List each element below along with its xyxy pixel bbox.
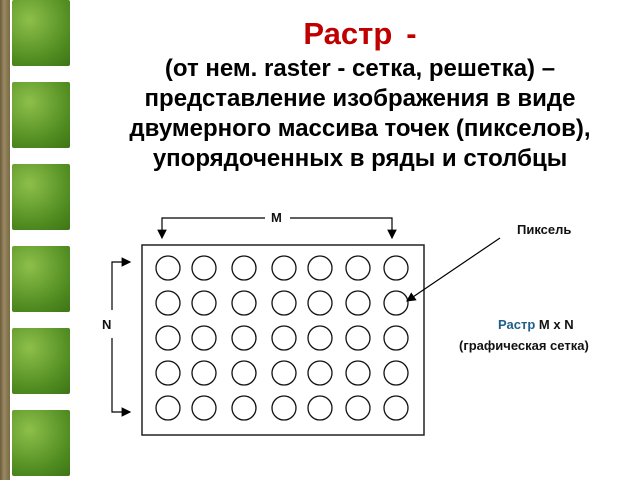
- label-n: N: [102, 317, 112, 332]
- raster-word: Растр: [498, 317, 536, 332]
- raster-caption: (графическая сетка): [459, 338, 589, 353]
- pixel-circle: [308, 291, 332, 315]
- pixel-circle: [192, 326, 216, 350]
- pixel-circle: [384, 256, 408, 280]
- pixel-circle: [272, 256, 296, 280]
- pixel-circle: [232, 291, 256, 315]
- pixel-circle: [384, 326, 408, 350]
- pixel-circle: [308, 361, 332, 385]
- m-bracket-right: [290, 218, 392, 238]
- pixel-circle: [232, 361, 256, 385]
- definition-line-3: двумерного массива точек (пикселов),: [129, 115, 591, 142]
- pixel-circle: [384, 361, 408, 385]
- definition-line-1: (от нем. raster - сетка, решетка) –: [164, 55, 556, 82]
- n-bracket-top: [112, 262, 130, 310]
- pixel-circle: [192, 291, 216, 315]
- pixel-circle: [232, 326, 256, 350]
- raster-dimensions: M x N: [538, 317, 574, 332]
- pixel-circle: [346, 361, 370, 385]
- definition-line-2: представление изображения в виде: [144, 85, 576, 112]
- pixel-circle: [346, 256, 370, 280]
- pixel-circle: [272, 361, 296, 385]
- title-term: Растр: [303, 16, 393, 51]
- pixel-circle: [308, 396, 332, 420]
- label-m: M: [271, 210, 282, 225]
- pixel-circle: [192, 256, 216, 280]
- raster-size-label: [498, 317, 574, 332]
- pixel-circle: [232, 396, 256, 420]
- pixel-circle: [272, 396, 296, 420]
- label-pixel: Пиксель: [517, 222, 572, 237]
- pixel-circle: [308, 326, 332, 350]
- pixel-circle: [156, 291, 180, 315]
- pixel-circle: [346, 396, 370, 420]
- pixel-circle: [156, 396, 180, 420]
- pixel-circle: [346, 326, 370, 350]
- pixel-circle: [232, 256, 256, 280]
- pixel-circle: [156, 361, 180, 385]
- pixel-circle: [192, 396, 216, 420]
- pixel-circle: [346, 291, 370, 315]
- pixel-circle: [272, 326, 296, 350]
- pixel-circle: [272, 291, 296, 315]
- pixel-circle: [308, 256, 332, 280]
- definition-line-4: упорядоченных в ряды и столбцы: [152, 145, 568, 172]
- m-bracket-left: [162, 218, 265, 238]
- pixel-circle: [156, 326, 180, 350]
- pixel-circle: [192, 361, 216, 385]
- pixel-circle: [384, 396, 408, 420]
- pixel-circle: [156, 256, 180, 280]
- n-bracket-bottom: [112, 338, 130, 412]
- title-dash: -: [406, 16, 417, 51]
- pixel-circle: [384, 291, 408, 315]
